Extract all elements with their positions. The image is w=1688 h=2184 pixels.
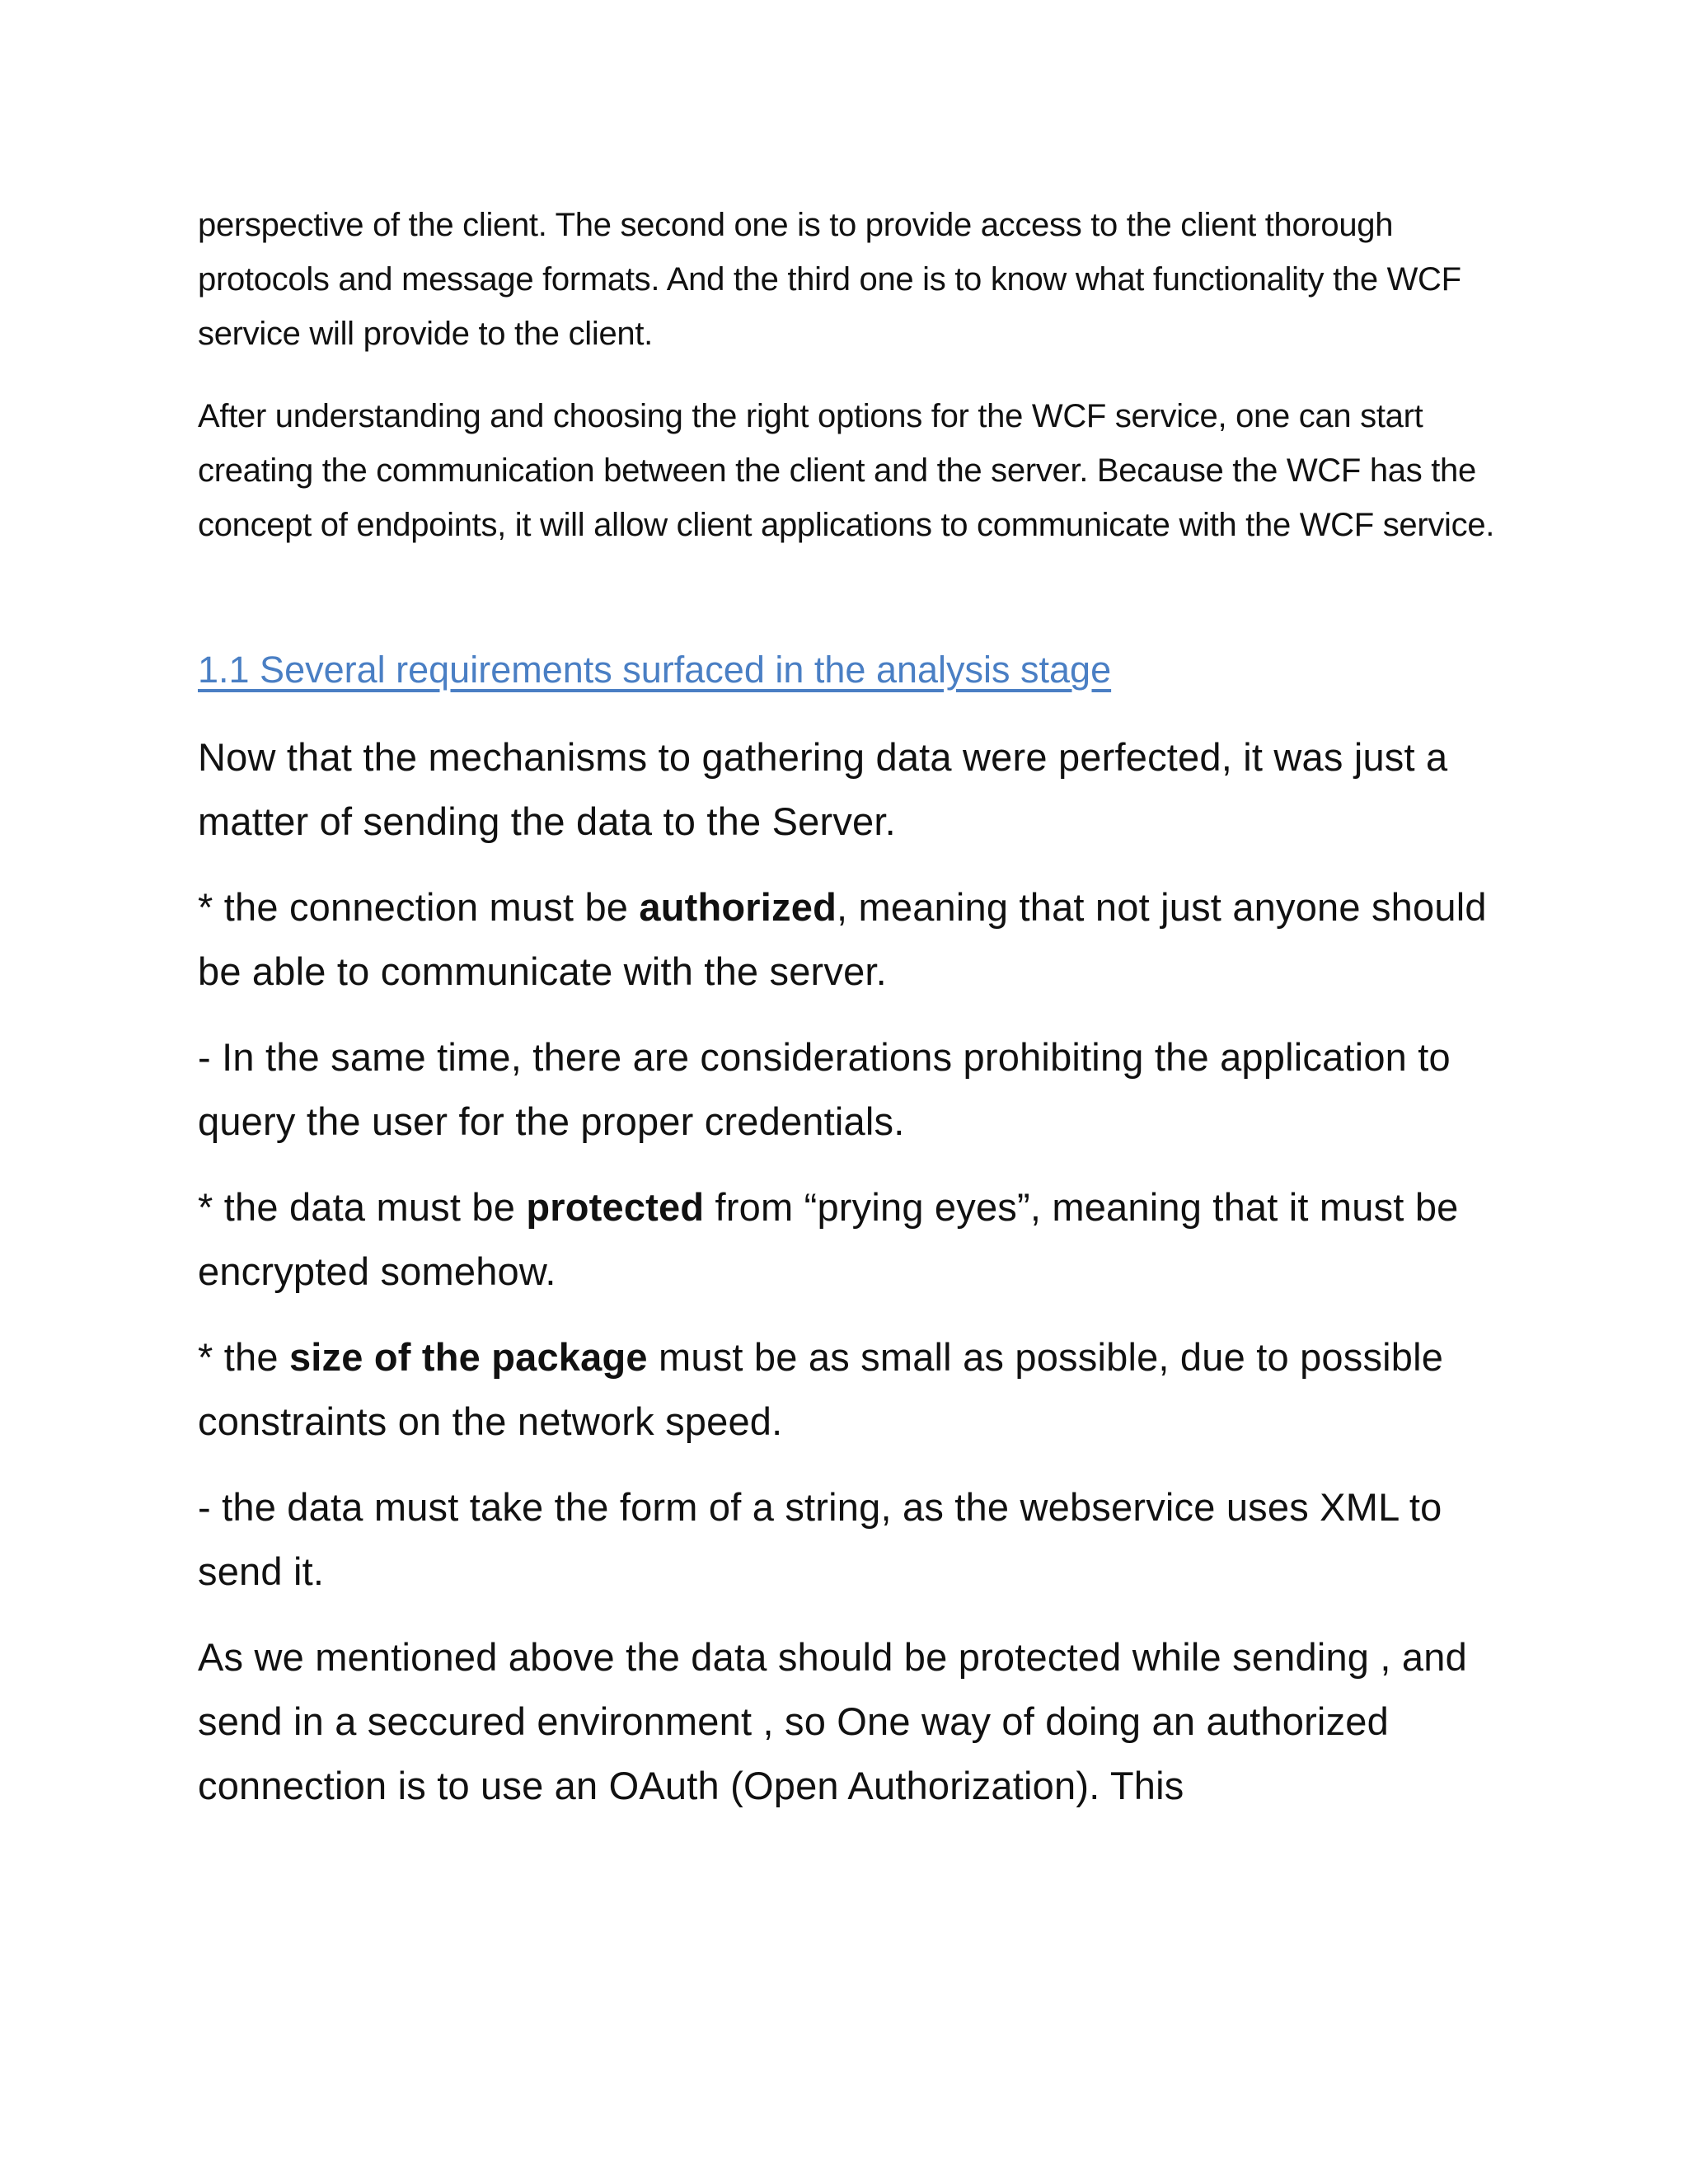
requirement-text-start: * the data must be [198,1185,527,1229]
section-heading: 1.1 Several requirements surfaced in the analysis stage [198,649,1112,691]
requirement-text-end: must be as small as possible, due to possible constraints on the network speed. [198,1335,1444,1443]
requirement-text-end: , meaning that not just anyone should be able to communicate with the server. [198,885,1487,993]
paragraph-wcf-endpoints: After understanding and choosing the right options for the WCF service, one can start creating the communication between the client and the server. Because the WCF has the concept of endpoints, it will allow client applications to communicate with the WCF service. [198,398,1495,543]
requirement-text-start: * the [198,1335,289,1379]
requirement-text-end: from “prying eyes”, meaning that it must be encrypted somehow. [198,1185,1459,1293]
paragraph-sending-data: Now that the mechanisms to gathering data were perfected, it was just a matter of sending the data to the Server. [198,735,1448,843]
requirement-protected [198,1175,1500,1304]
note-credentials: - In the same time, there are considerations prohibiting the application to query the user for the proper credentials. [198,1035,1451,1143]
requirement-keyword: authorized [639,885,837,929]
note-string-format: - the data must take the form of a string, as the webservice uses XML to send it. [198,1485,1442,1593]
requirement-text-start: * the connection must be [198,885,640,929]
page-body [198,198,1500,1840]
requirement-keyword: size of the package [288,1335,648,1379]
paragraph-client-perspective: perspective of the client. The second one is to provide access to the client thorough protocols and message formats. And the third one is to know what functionality the WCF service will provide to the client. [198,207,1461,352]
requirement-authorized [198,875,1500,1004]
paragraph-oauth: As we mentioned above the data should be protected while sending , and send in a seccured environment , so One way of doing an authorized connection is to use an OAuth (Open Authorization). This [198,1635,1467,1807]
requirement-package-size [198,1325,1500,1454]
requirement-keyword: protected [526,1185,705,1229]
